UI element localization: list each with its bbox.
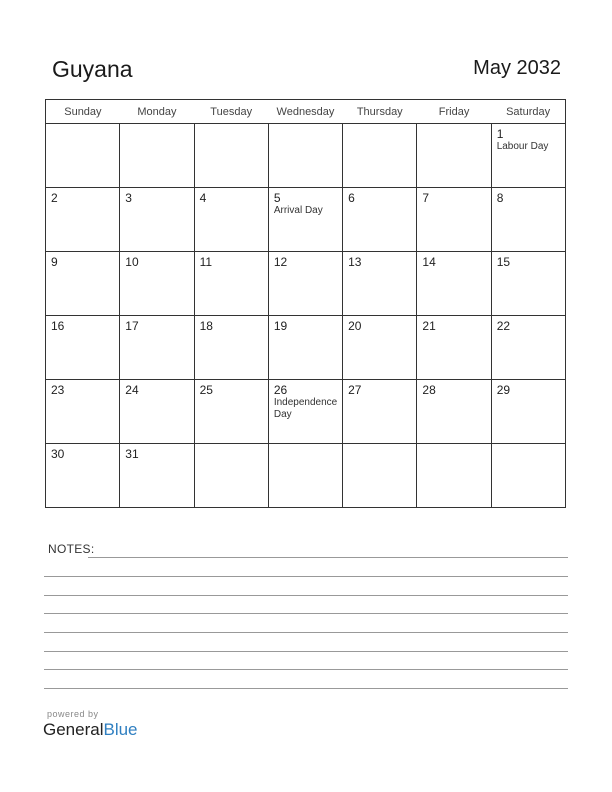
weekday-header: Monday [120,100,194,124]
day-cell[interactable] [417,316,491,380]
day-cell[interactable] [194,188,268,252]
note-line [44,669,568,670]
day-number: 6 [348,191,355,205]
day-number: 1 [496,127,504,141]
day-number: 17 [125,319,139,333]
day-cell[interactable] [417,188,491,252]
day-cell[interactable] [343,444,417,508]
country-title: Guyana [52,56,133,82]
powered-by-text: powered by [47,709,99,719]
day-cell[interactable] [46,444,120,508]
day-cell[interactable] [120,252,194,316]
day-cell[interactable] [343,188,417,252]
note-line [44,576,568,577]
holiday-label: Independence Day [273,397,338,420]
day-number: 19 [273,319,288,333]
week-row [46,444,566,508]
day-cell[interactable] [268,188,342,252]
day-cell[interactable] [417,444,491,508]
weekday-header: Sunday [46,100,120,124]
weekday-header: Tuesday [194,100,268,124]
day-cell[interactable] [194,252,268,316]
day-cell[interactable] [268,252,342,316]
day-cell[interactable] [46,188,120,252]
generalblue-logo[interactable] [43,720,138,740]
weekday-header: Thursday [343,100,417,124]
notes-label: NOTES: [48,542,95,556]
day-number: 30 [51,447,65,461]
day-cell[interactable] [120,444,194,508]
day-number: 15 [496,255,511,269]
weekday-header-row [46,100,566,124]
day-number: 27 [348,383,362,397]
day-number: 26 [273,383,288,397]
day-cell[interactable] [491,380,565,444]
day-cell[interactable] [46,316,120,380]
month-year-title: May 2032 [473,57,561,79]
note-line [88,557,568,558]
holiday-label: Arrival Day [273,205,323,216]
day-number: 7 [422,191,430,205]
day-cell[interactable] [46,252,120,316]
note-line [44,595,568,596]
day-cell[interactable] [268,316,342,380]
day-number: 3 [125,191,132,205]
day-number: 25 [199,383,213,397]
day-number: 13 [348,255,362,269]
day-cell[interactable] [46,124,120,188]
note-line [44,688,568,689]
day-cell[interactable] [120,124,194,188]
holiday-label: Labour Day [496,141,549,152]
day-number: 24 [125,383,139,397]
note-line [44,613,568,614]
weekday-header: Saturday [491,100,565,124]
week-row [46,124,566,188]
weekday-header: Friday [417,100,491,124]
day-cell[interactable] [46,380,120,444]
day-number: 31 [125,447,139,461]
day-number: 16 [51,319,65,333]
day-cell[interactable] [491,252,565,316]
day-cell[interactable] [120,316,194,380]
day-number: 14 [422,255,436,269]
day-number: 18 [199,319,213,333]
brand-blue: Blue [103,720,138,739]
day-cell[interactable] [417,380,491,444]
day-cell[interactable] [268,444,342,508]
note-line [44,632,568,633]
day-cell[interactable] [194,124,268,188]
day-number: 10 [125,255,139,269]
day-cell[interactable] [120,380,194,444]
day-cell[interactable] [343,252,417,316]
day-number: 5 [273,191,281,205]
day-cell[interactable] [417,124,491,188]
calendar-grid [45,99,566,508]
day-cell[interactable] [491,124,565,188]
day-number: 9 [51,255,58,269]
brand-general: General [43,720,104,739]
day-cell[interactable] [343,316,417,380]
day-number: 28 [422,383,436,397]
week-row [46,252,566,316]
day-cell[interactable] [120,188,194,252]
day-number: 12 [273,255,288,269]
day-cell[interactable] [417,252,491,316]
day-number: 4 [199,191,207,205]
week-row [46,316,566,380]
day-number: 23 [51,383,65,397]
day-cell[interactable] [491,316,565,380]
day-number: 11 [199,255,213,269]
day-cell[interactable] [343,124,417,188]
day-cell[interactable] [268,380,342,444]
day-number: 29 [496,383,511,397]
day-cell[interactable] [491,444,565,508]
day-number: 20 [348,319,362,333]
day-cell[interactable] [194,380,268,444]
week-row [46,380,566,444]
day-cell[interactable] [491,188,565,252]
note-line [44,651,568,652]
day-number: 21 [422,319,436,333]
day-cell[interactable] [194,316,268,380]
day-number: 2 [51,191,58,205]
day-cell[interactable] [343,380,417,444]
day-number: 22 [496,319,511,333]
day-number: 8 [496,191,504,205]
day-cell[interactable] [194,444,268,508]
week-row [46,188,566,252]
day-cell[interactable] [268,124,342,188]
weekday-header: Wednesday [268,100,342,124]
